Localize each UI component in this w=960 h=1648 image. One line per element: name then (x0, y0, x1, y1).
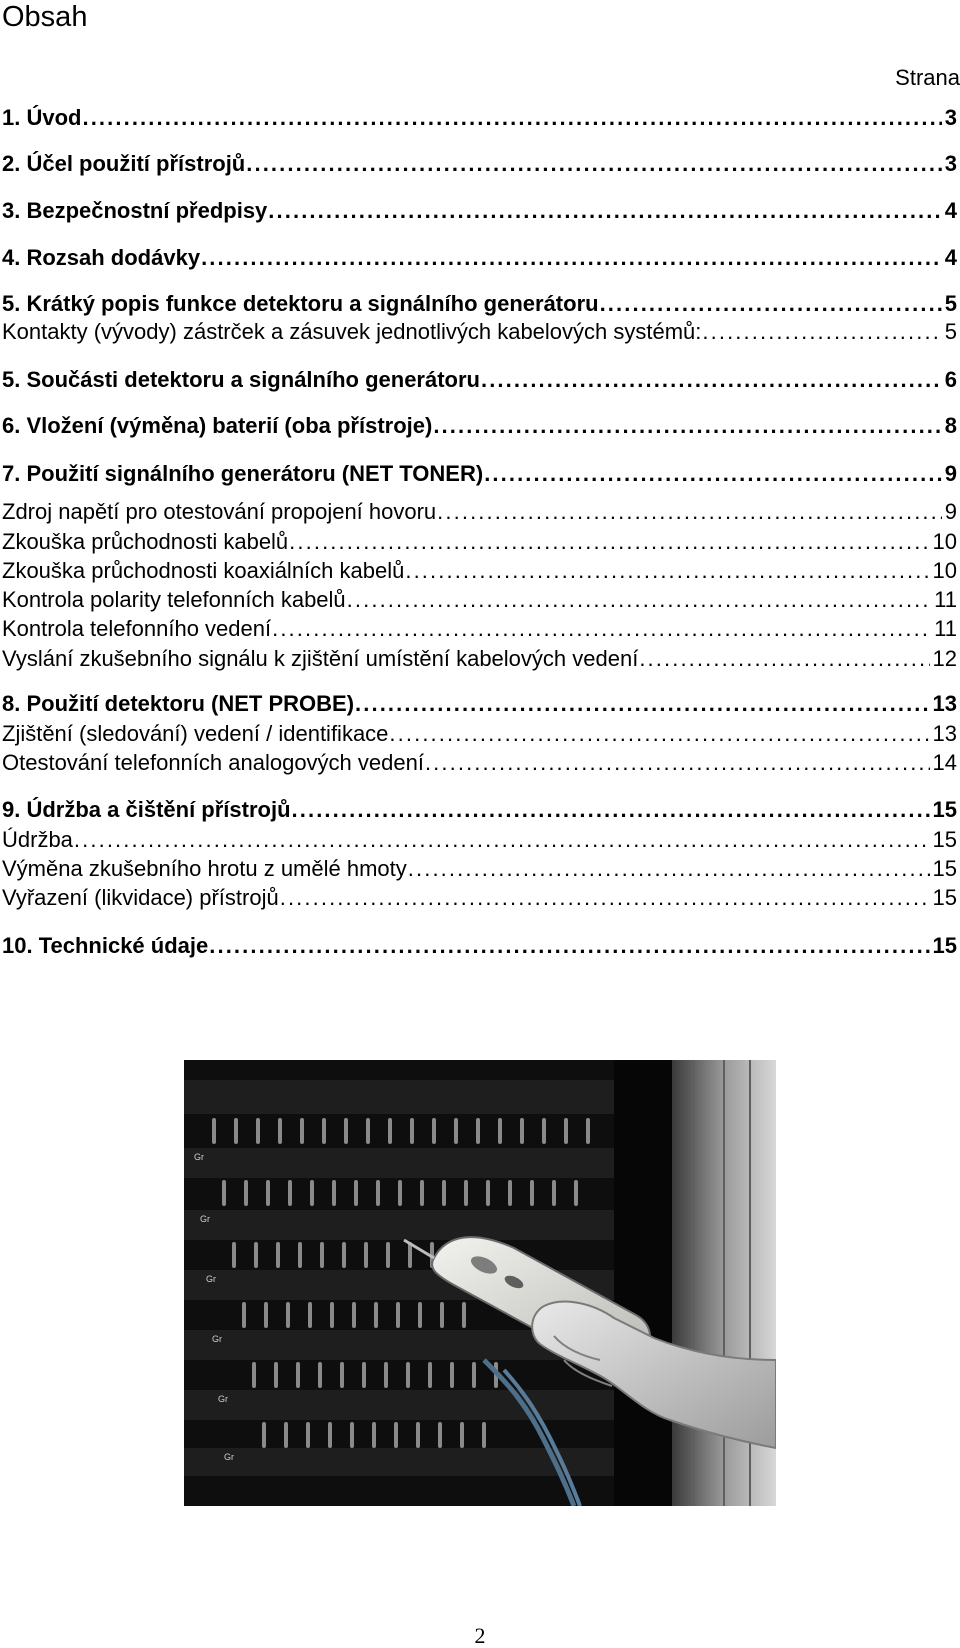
toc-entry-page: 5 (944, 291, 957, 316)
toc-entry[interactable] (2, 498, 957, 526)
toc-entry[interactable] (2, 690, 957, 718)
toc-entry-page: 15 (932, 933, 957, 958)
toc-entry[interactable] (2, 615, 957, 643)
toc-entry-page: 10 (932, 558, 957, 583)
toc-leader-dots (246, 150, 942, 178)
toc-entry-label: Zjištění (sledování) vedení / identifikace (2, 721, 389, 746)
toc-entry[interactable] (2, 150, 957, 178)
toc-entry-page: 9 (944, 461, 957, 486)
toc-entry-label: Zdroj napětí pro otestování propojení hovoru (2, 499, 437, 524)
toc-entry-page: 15 (932, 827, 957, 852)
toc-entry[interactable] (2, 366, 957, 394)
toc-entry-page: 15 (932, 885, 957, 910)
toc-entry[interactable] (2, 412, 957, 440)
toc-entry[interactable] (2, 932, 957, 960)
toc-entry-page: 14 (932, 750, 957, 775)
toc-leader-dots (408, 855, 930, 883)
toc-leader-dots (702, 318, 941, 346)
svg-text:Gr: Gr (194, 1152, 204, 1162)
toc-entry-label: Kontrola polarity telefonních kabelů (2, 587, 346, 612)
toc-entry-label: 4. Rozsah dodávky (2, 245, 201, 270)
toc-entry-label: 1. Úvod (2, 105, 82, 130)
toc-entry-label: Otestování telefonních analogových vedení (2, 750, 424, 775)
toc-entry-label: 5. Součásti detektoru a signálního generátoru (2, 367, 480, 392)
toc-entry-label: 9. Údržba a čištění přístrojů (2, 797, 291, 822)
svg-text:Gr: Gr (212, 1334, 222, 1344)
toc-entry-label: Vyslání zkušebního signálu k zjištění umístění kabelových vedení (2, 646, 639, 671)
toc-entry-label: Kontrola telefonního vedení (2, 616, 272, 641)
toc-entry-page: 4 (944, 245, 957, 270)
toc-entry[interactable] (2, 796, 957, 824)
toc-entry-page: 4 (944, 198, 957, 223)
toc-entry[interactable] (2, 855, 957, 883)
toc-leader-dots (280, 884, 930, 912)
toc-entry-page: 3 (944, 105, 957, 130)
toc-entry-page: 8 (944, 413, 957, 438)
toc-entry[interactable] (2, 197, 957, 225)
toc-entry[interactable] (2, 749, 957, 777)
toc-entry-page: 11 (934, 587, 957, 612)
toc-entry-label: Údržba (2, 827, 73, 852)
toc-leader-dots (437, 498, 942, 526)
toc-entry[interactable] (2, 290, 957, 318)
cable-detector-photo (184, 1060, 776, 1506)
toc-entry[interactable] (2, 104, 957, 132)
toc-leader-dots (347, 586, 931, 614)
page-number: 2 (474, 1623, 486, 1648)
toc-entry-label: Kontakty (vývody) zástrček a zásuvek jednotlivých kabelových systémů: (2, 319, 702, 344)
toc-entry[interactable] (2, 645, 957, 673)
toc-leader-dots (268, 197, 941, 225)
svg-text:Gr: Gr (224, 1452, 234, 1462)
toc-entry[interactable] (2, 826, 957, 854)
toc-leader-dots (433, 412, 941, 440)
page-column-header: Strana (895, 65, 960, 90)
toc-entry-page: 11 (934, 616, 957, 641)
toc-leader-dots (389, 720, 929, 748)
toc-entry-page: 9 (944, 499, 957, 524)
toc-entry-label: 5. Krátký popis funkce detektoru a signálního generátoru (2, 291, 599, 316)
toc-leader-dots (272, 615, 931, 643)
toc-entry-label: Vyřazení (likvidace) přístrojů (2, 885, 279, 910)
toc-entry-page: 13 (932, 721, 957, 746)
toc-leader-dots (355, 690, 929, 718)
toc-leader-dots (600, 290, 942, 318)
toc-entry[interactable] (2, 318, 957, 346)
toc-entry-label: 10. Technické údaje (2, 933, 209, 958)
toc-entry-page: 6 (944, 367, 957, 392)
toc-leader-dots (209, 932, 929, 960)
toc-entry[interactable] (2, 557, 957, 585)
toc-entry-page: 10 (932, 529, 957, 554)
toc-entry-page: 15 (932, 856, 957, 881)
toc-entry-label: Výměna zkušebního hrotu z umělé hmoty (2, 856, 407, 881)
toc-entry[interactable] (2, 460, 957, 488)
page-title: Obsah (2, 1, 88, 33)
toc-leader-dots (292, 796, 930, 824)
toc-entry-label: 6. Vložení (výměna) baterií (oba přístroje) (2, 413, 433, 438)
toc-entry[interactable] (2, 884, 957, 912)
toc-leader-dots (481, 366, 942, 394)
toc-entry-page: 12 (932, 646, 957, 671)
svg-text:Gr: Gr (206, 1274, 216, 1284)
toc-entry-page: 5 (944, 319, 957, 344)
toc-entry[interactable] (2, 720, 957, 748)
toc-entry-page: 3 (944, 151, 957, 176)
toc-entry[interactable] (2, 528, 957, 556)
toc-entry-label: Zkouška průchodnosti kabelů (2, 529, 289, 554)
toc-entry-label: Zkouška průchodnosti koaxiálních kabelů (2, 558, 405, 583)
toc-leader-dots (484, 460, 942, 488)
toc-entry-label: 3. Bezpečnostní předpisy (2, 198, 268, 223)
svg-text:Gr: Gr (200, 1214, 210, 1224)
toc-leader-dots (425, 749, 930, 777)
toc-entry-page: 15 (932, 797, 957, 822)
toc-entry-label: 7. Použití signálního generátoru (NET TONER) (2, 461, 484, 486)
toc-leader-dots (405, 557, 929, 585)
toc-entry-label: 8. Použití detektoru (NET PROBE) (2, 691, 355, 716)
toc-entry-page: 13 (932, 691, 957, 716)
toc-leader-dots (74, 826, 930, 854)
toc-leader-dots (82, 104, 941, 132)
toc-leader-dots (201, 244, 942, 272)
toc-entry[interactable] (2, 244, 957, 272)
toc-leader-dots (289, 528, 929, 556)
toc-leader-dots (639, 645, 929, 673)
toc-entry-label: 2. Účel použití přístrojů (2, 151, 246, 176)
svg-text:Gr: Gr (218, 1394, 228, 1404)
toc-entry[interactable] (2, 586, 957, 614)
